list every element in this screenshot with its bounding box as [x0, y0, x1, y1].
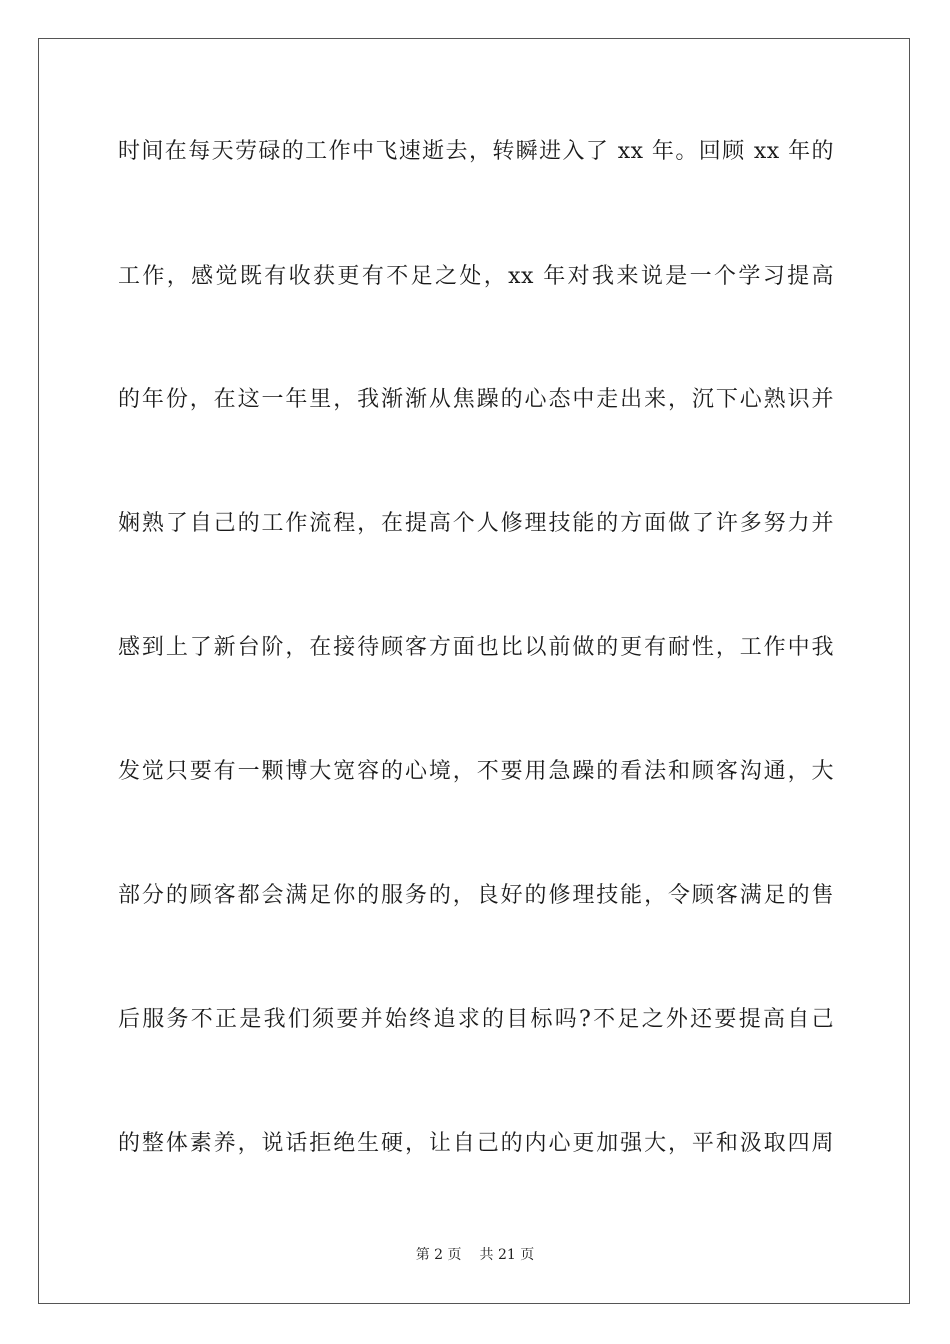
text-line: 部分的顾客都会满足你的服务的，良好的修理技能，令顾客满足的售 — [118, 883, 834, 908]
text-line: 的整体素养，说话拒绝生硬，让自己的内心更加强大，平和汲取四周 — [118, 1131, 834, 1156]
text-line: 工作，感觉既有收获更有不足之处，xx 年对我来说是一个学习提高 — [118, 264, 834, 289]
text-line: 娴熟了自己的工作流程，在提高个人修理技能的方面做了许多努力并 — [118, 511, 834, 536]
page-border — [38, 38, 910, 1304]
page-number: 第 2 页 — [415, 1247, 462, 1263]
text-line: 后服务不正是我们须要并始终追求的目标吗?不足之外还要提高自己 — [118, 1007, 834, 1032]
text-line: 的年份，在这一年里，我渐渐从焦躁的心态中走出来，沉下心熟识并 — [118, 387, 834, 412]
text-line: 时间在每天劳碌的工作中飞速逝去，转瞬进入了 xx 年。回顾 xx 年的 — [118, 139, 834, 164]
page-footer — [0, 1246, 950, 1264]
text-line: 发觉只要有一颗博大宽容的心境，不要用急躁的看法和顾客沟通，大 — [118, 759, 834, 784]
page-total: 共 21 页 — [479, 1247, 535, 1263]
text-line: 感到上了新台阶，在接待顾客方面也比以前做的更有耐性，工作中我 — [118, 635, 834, 660]
